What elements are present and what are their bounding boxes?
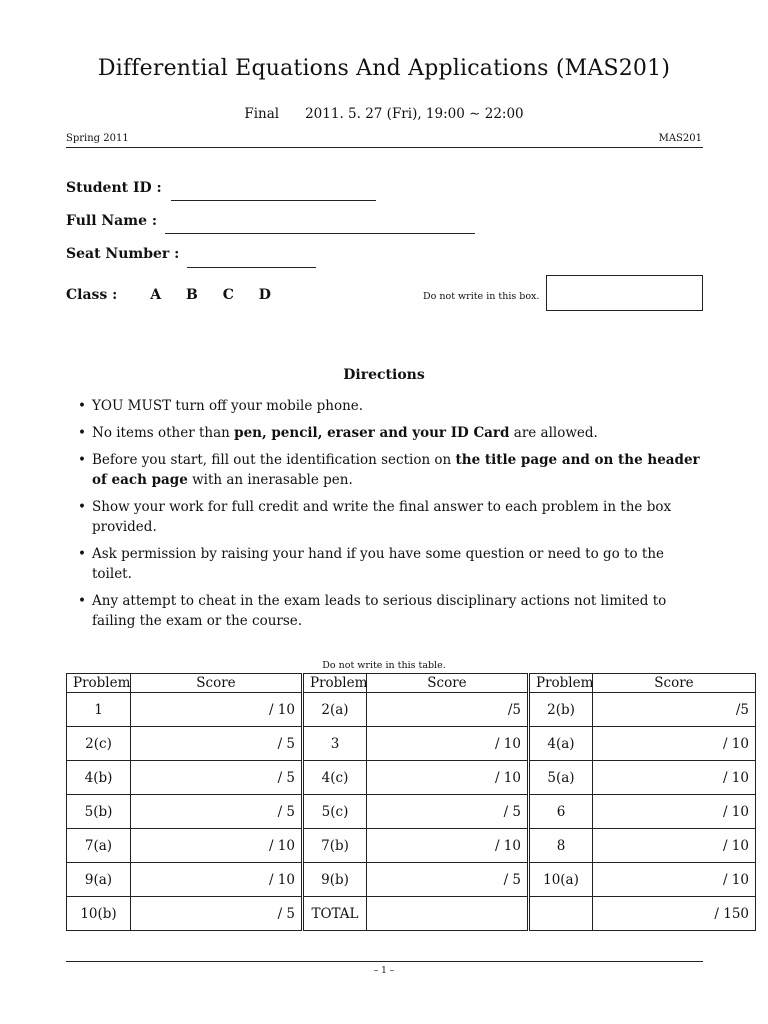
- header-course: MAS201: [658, 133, 702, 144]
- table-row: [67, 727, 756, 761]
- score-cell[interactable]: / 10: [131, 863, 303, 897]
- table-note: Do not write in this table.: [322, 660, 446, 671]
- direction-item: • Before you start, fill out the identification section on the title page and on the header of each page with an inerasable pen.: [78, 450, 704, 490]
- score-cell[interactable]: / 10: [593, 863, 756, 897]
- score-cell[interactable]: / 5: [131, 795, 303, 829]
- problem-cell: 4(c): [303, 761, 367, 795]
- exam-info: [0, 106, 768, 122]
- problem-cell: 2(c): [67, 727, 131, 761]
- problem-cell: 8: [529, 829, 593, 863]
- class-label: Class :: [66, 287, 118, 303]
- problem-cell: 1: [67, 693, 131, 727]
- box-note: Do not write in this box.: [423, 291, 540, 302]
- score-cell[interactable]: / 10: [593, 761, 756, 795]
- class-option-a[interactable]: A: [150, 287, 162, 303]
- problem-cell: [529, 897, 593, 931]
- problem-cell: 9(b): [303, 863, 367, 897]
- score-cell[interactable]: /5: [593, 693, 756, 727]
- problem-cell: 10(a): [529, 863, 593, 897]
- header-semester: Spring 2011: [66, 133, 129, 144]
- student-id-label: Student ID :: [66, 180, 162, 196]
- page-number: – 1 –: [373, 966, 395, 976]
- score-cell[interactable]: / 10: [593, 829, 756, 863]
- column-header: Score: [367, 674, 529, 693]
- column-header: Problem: [303, 674, 367, 693]
- problem-cell: 10(b): [67, 897, 131, 931]
- score-cell[interactable]: / 5: [131, 897, 303, 931]
- footer-rule: [66, 961, 703, 962]
- table-row: [67, 761, 756, 795]
- score-cell[interactable]: / 5: [131, 761, 303, 795]
- exam-type: Final: [244, 106, 280, 122]
- score-cell[interactable]: / 10: [367, 761, 529, 795]
- score-cell[interactable]: / 10: [131, 829, 303, 863]
- problem-cell: 4(b): [67, 761, 131, 795]
- class-option-c[interactable]: C: [222, 287, 234, 303]
- problem-cell: 2(a): [303, 693, 367, 727]
- problem-cell: 9(a): [67, 863, 131, 897]
- table-row: [67, 795, 756, 829]
- problem-cell: 2(b): [529, 693, 593, 727]
- score-cell[interactable]: /5: [367, 693, 529, 727]
- problem-cell: 4(a): [529, 727, 593, 761]
- column-header: Problem: [67, 674, 131, 693]
- student-id-field[interactable]: [171, 200, 376, 201]
- problem-cell: 5(b): [67, 795, 131, 829]
- table-row: [67, 897, 756, 931]
- direction-item: • Any attempt to cheat in the exam leads to serious disciplinary actions not limited to failing the exam or the course.: [78, 591, 704, 631]
- problem-cell: 6: [529, 795, 593, 829]
- problem-cell: 3: [303, 727, 367, 761]
- full-name-field[interactable]: [165, 233, 475, 234]
- score-table: [66, 673, 756, 931]
- score-cell[interactable]: / 5: [367, 863, 529, 897]
- direction-item: • Ask permission by raising your hand if you have some question or need to go to the toilet.: [78, 544, 704, 584]
- class-option-b[interactable]: B: [185, 287, 198, 303]
- score-cell[interactable]: [367, 897, 529, 931]
- column-header: Score: [593, 674, 756, 693]
- score-cell[interactable]: / 10: [593, 727, 756, 761]
- table-header-row: [67, 674, 756, 693]
- reserved-box: [546, 275, 703, 311]
- seat-number-field[interactable]: [187, 267, 316, 268]
- score-cell[interactable]: / 150: [593, 897, 756, 931]
- class-option-d[interactable]: D: [258, 287, 271, 303]
- problem-cell: 5(a): [529, 761, 593, 795]
- score-cell[interactable]: / 5: [131, 727, 303, 761]
- score-cell[interactable]: / 10: [593, 795, 756, 829]
- direction-item: • Show your work for full credit and write the final answer to each problem in the box provided.: [78, 497, 704, 537]
- column-header: Problem: [529, 674, 593, 693]
- score-cell[interactable]: / 10: [131, 693, 303, 727]
- directions-title: Directions: [343, 367, 425, 383]
- table-row: [67, 829, 756, 863]
- direction-item: • YOU MUST turn off your mobile phone.: [78, 396, 704, 416]
- problem-cell: 5(c): [303, 795, 367, 829]
- full-name-label: Full Name :: [66, 213, 158, 229]
- exam-datetime: 2011. 5. 27 (Fri), 19:00 ∼ 22:00: [305, 106, 524, 122]
- score-cell[interactable]: / 10: [367, 829, 529, 863]
- column-header: Score: [131, 674, 303, 693]
- problem-cell: 7(a): [67, 829, 131, 863]
- header-rule: [66, 147, 703, 148]
- score-cell[interactable]: / 10: [367, 727, 529, 761]
- score-cell[interactable]: / 5: [367, 795, 529, 829]
- table-row: [67, 863, 756, 897]
- direction-item: • No items other than pen, pencil, eraser and your ID Card are allowed.: [78, 423, 704, 443]
- page-title: Differential Equations And Applications (MAS201): [97, 56, 671, 81]
- table-row: [67, 693, 756, 727]
- directions-list: [78, 396, 704, 638]
- problem-cell: 7(b): [303, 829, 367, 863]
- class-selector: [66, 287, 291, 303]
- problem-cell: TOTAL: [303, 897, 367, 931]
- seat-number-label: Seat Number :: [66, 246, 180, 262]
